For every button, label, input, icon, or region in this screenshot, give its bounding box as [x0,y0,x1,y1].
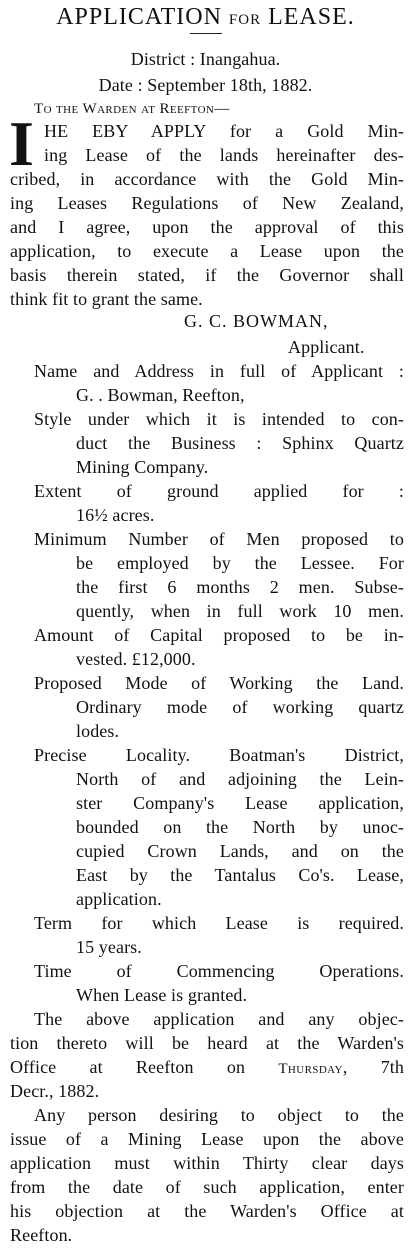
item-locality-cont-1: North of and adjoining the Lein- [76,769,404,789]
title-for: FOR [228,12,262,28]
item-term: Term for which Lease is required. [34,913,404,933]
item-mode-value-1: Ordinary mode of working quartz [76,697,404,717]
item-locality-cont-3: bounded on the North by unoc- [76,817,404,837]
body-line-1: HE EBY APPLY for a Gold Min- [44,121,404,141]
drop-cap: I [9,108,34,179]
item-locality-cont-4: cupied Crown Lands, and on the [76,841,404,861]
title-lease: LEASE. [268,4,355,30]
item-term-value: 15 years. [76,937,142,957]
body-line-3: cribed, in accordance with the Gold Min- [10,169,404,189]
item-capital-value: vested. £12,000. [76,649,196,669]
body-line-5: and I agree, upon the approval of this [10,217,404,237]
closing-b-line-3: application must within Thirty clear days [10,1153,404,1173]
item-name-address: Name and Address in full of Applicant : [34,361,404,381]
item-men-cont-3: quently, when in full work 10 men. [76,601,404,621]
closing-a-line-1: The above application and any objec- [34,1009,404,1029]
item-locality-cont-2: ster Company's Lease application, [76,793,404,813]
item-capital: Amount of Capital proposed to be in- [34,625,404,645]
applicant-name: G. C. BOWMAN, [184,311,329,331]
thursday: Thursday [278,1061,343,1077]
body-line-4: ing Leases Regulations of New Zealand, [10,193,404,213]
item-men: Minimum Number of Men proposed to [34,529,404,549]
item-style: Style under which it is intended to con- [34,409,404,429]
closing-b-line-1: Any person desiring to object to the [34,1105,404,1125]
date-line: Date : September 18th, 1882. [98,75,313,95]
closing-a-line-3: Office at Reefton on Thursday, 7th [10,1057,404,1077]
closing-b-line-4: from the date of such application, enter [10,1177,404,1197]
item-mode-value-2: lodes. [76,721,120,741]
item-name-address-value: G. . Bowman, Reefton, [76,385,245,405]
item-mode: Proposed Mode of Working the Land. [34,673,404,693]
addressee-line: To the Warden at Reefton— [34,101,230,117]
item-style-value: Mining Company. [76,457,209,477]
item-locality: Precise Locality. Boatman's District, [34,745,404,765]
item-men-cont-1: be employed by the Lessee. For [76,553,404,573]
body-line-2: ing Lease of the lands hereinafter des- [44,145,404,165]
applicant-role: Applicant. [288,337,365,357]
item-locality-cont-6: application. [76,889,162,909]
district-line: District : Inangahua. [130,49,281,69]
item-men-cont-2: the first 6 months 2 men. Subse- [76,577,404,597]
closing-b-line-5: his objection at the Warden's Office at [10,1201,404,1221]
item-commencing-value: When Lease is granted. [76,985,248,1005]
closing-a-line-2: tion thereto will be heard at the Warden's [10,1033,404,1053]
body-line-6: application, to execute a Lease upon the [10,241,404,261]
item-locality-cont-5: East by the Tantalus Co's. Lease, [76,865,404,885]
closing-b-line-2: issue of a Mining Lease upon the above [10,1129,404,1149]
item-extent: Extent of ground applied for : [34,481,404,501]
body-line-8: think fit to grant the same. [10,289,203,309]
body-line-7: basis therein stated, if the Governor shall [10,265,404,285]
item-style-cont: duct the Business : Sphinx Quartz [76,433,404,453]
title-application: APPLICATION [56,4,222,30]
closing-b-line-6: Reefton. [10,1225,73,1245]
closing-a-line-4: Decr., 1882. [10,1081,100,1101]
item-extent-value: 16½ acres. [76,505,155,525]
title-rule [190,33,222,34]
notice-title [0,2,411,35]
item-commencing: Time of Commencing Operations. [34,961,404,981]
